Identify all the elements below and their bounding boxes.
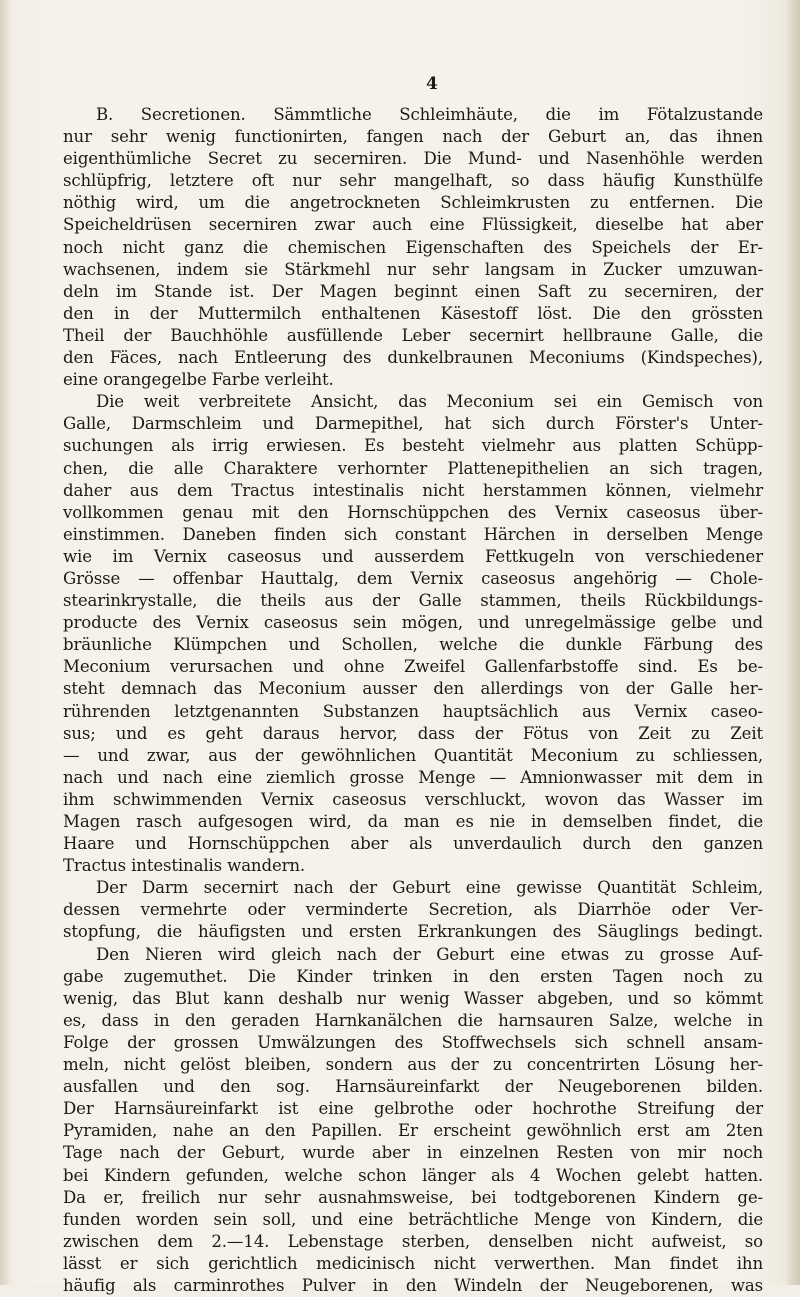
text-line: häufig als carminrothes Pulver in den Windeln der Neugeborenen, was xyxy=(63,1275,763,1295)
text-line: eine orangegelbe Farbe verleiht. xyxy=(63,370,334,390)
text-line: stopfung, die häufigsten und ersten Erkrankungen des Säuglings bedingt. xyxy=(63,922,763,942)
body-text xyxy=(63,104,763,1297)
text-line: sus; und es geht daraus hervor, dass der Fötus von Zeit zu Zeit xyxy=(63,723,763,743)
page-left-edge xyxy=(0,0,10,1285)
text-line: — und zwar, aus der gewöhnlichen Quantität Meconium zu schliessen, xyxy=(63,745,763,765)
text-line: Den Nieren wird gleich nach der Geburt eine etwas zu grosse Auf- xyxy=(96,944,763,964)
text-line: lässt er sich gerichtlich medicinisch nicht verwerthen. Man findet ihn xyxy=(63,1253,763,1273)
text-line: den Fäces, nach Entleerung des dunkelbraunen Meconiums (Kindspeches), xyxy=(63,348,763,368)
text-line: Der Harnsäureinfarkt ist eine gelbrothe oder hochrothe Streifung der xyxy=(63,1099,763,1119)
text-line: dessen vermehrte oder verminderte Secretion, als Diarrhöe oder Ver- xyxy=(63,900,763,920)
text-line: Theil der Bauchhöhle ausfüllende Leber secernirt hellbraune Galle, die xyxy=(63,325,763,345)
text-line: Haare und Hornschüppchen aber als unverdaulich durch den ganzen xyxy=(63,834,763,854)
text-line: funden worden sein soll, und eine beträchtliche Menge von Kindern, die xyxy=(63,1209,763,1229)
text-line: meln, nicht gelöst bleiben, sondern aus der zu concentrirten Lösung her- xyxy=(63,1055,763,1075)
text-line: Die weit verbreitete Ansicht, das Meconium sei ein Gemisch von xyxy=(96,392,763,412)
text-line: wachsenen, indem sie Stärkmehl nur sehr langsam in Zucker umzuwan- xyxy=(63,259,763,279)
text-line: vollkommen genau mit den Hornschüppchen des Vernix caseosus über- xyxy=(63,502,763,522)
text-line: gabe zugemuthet. Die Kinder trinken in den ersten Tagen noch zu xyxy=(63,966,763,986)
text-line: ihm schwimmenden Vernix caseosus verschluckt, wovon das Wasser im xyxy=(63,789,763,809)
text-line: Tage nach der Geburt, wurde aber in einzelnen Resten von mir noch xyxy=(63,1143,763,1163)
text-line: steht demnach das Meconium ausser den allerdings von der Galle her- xyxy=(63,679,763,699)
text-line: producte des Vernix caseosus sein mögen, und unregelmässige gelbe und xyxy=(63,613,763,633)
text-line: deln im Stande ist. Der Magen beginnt einen Saft zu secerniren, der xyxy=(63,281,763,301)
text-line: es, dass in den geraden Harnkanälchen die harnsauren Salze, welche in xyxy=(63,1010,763,1030)
page-right-edge xyxy=(786,0,800,1285)
text-line: daher aus dem Tractus intestinalis nicht herstammen können, vielmehr xyxy=(63,480,763,500)
page-number: 4 xyxy=(426,74,438,94)
text-line: rührenden letztgenannten Substanzen hauptsächlich aus Vernix caseo- xyxy=(63,701,763,721)
text-line: nach und nach eine ziemlich grosse Menge — Amnionwasser mit dem in xyxy=(63,767,763,787)
text-line: eigenthümliche Secret zu secerniren. Die Mund- und Nasenhöhle werden xyxy=(63,149,763,169)
text-line: schlüpfrig, letztere oft nur sehr mangelhaft, so dass häufig Kunsthülfe xyxy=(63,171,763,191)
text-line: Da er, freilich nur sehr ausnahmsweise, bei todtgeborenen Kindern ge- xyxy=(63,1187,763,1207)
text-line: bräunliche Klümpchen und Schollen, welche die dunkle Färbung des xyxy=(63,635,763,655)
text-line: Galle, Darmschleim und Darmepithel, hat sich durch Förster's Unter- xyxy=(63,414,763,434)
text-line: nöthig wird, um die angetrockneten Schleimkrusten zu entfernen. Die xyxy=(63,193,763,213)
text-line: einstimmen. Daneben finden sich constant Härchen in derselben Menge xyxy=(63,524,763,544)
text-line: chen, die alle Charaktere verhornter Plattenepithelien an sich tragen, xyxy=(63,458,763,478)
text-line: Der Darm secernirt nach der Geburt eine gewisse Quantität Schleim, xyxy=(96,878,763,898)
text-line: noch nicht ganz die chemischen Eigenschaften des Speichels der Er- xyxy=(63,237,763,257)
text-line: B. Secretionen. Sämmtliche Schleimhäute, die im Fötalzustande xyxy=(96,105,763,124)
text-line: Tractus intestinalis wandern. xyxy=(63,856,306,876)
text-line: Magen rasch aufgesogen wird, da man es nie in demselben findet, die xyxy=(63,812,763,831)
text-line: ausfallen und den sog. Harnsäureinfarkt der Neugeborenen bilden. xyxy=(63,1077,763,1097)
text-line: bei Kindern gefunden, welche schon länger als 4 Wochen gelebt hatten. xyxy=(63,1165,763,1185)
text-line: wenig, das Blut kann deshalb nur wenig Wasser abgeben, und so kömmt xyxy=(63,988,763,1008)
text-line: Speicheldrüsen secerniren zwar auch eine Flüssigkeit, dieselbe hat aber xyxy=(63,215,763,235)
text-line: den in der Muttermilch enthaltenen Käsestoff löst. Die den grössten xyxy=(63,303,763,323)
text-line: Grösse — offenbar Hauttalg, dem Vernix caseosus angehörig — Chole- xyxy=(63,568,763,588)
text-line: Folge der grossen Umwälzungen des Stoffwechsels sich schnell ansam- xyxy=(63,1032,763,1052)
text-line: suchungen als irrig erwiesen. Es besteht vielmehr aus platten Schüpp- xyxy=(63,436,763,456)
text-line: Pyramiden, nahe an den Papillen. Er erscheint gewöhnlich erst am 2ten xyxy=(63,1121,763,1141)
text-line: zwischen dem 2.—14. Lebenstage sterben, denselben nicht aufweist, so xyxy=(63,1231,763,1251)
text-line: nur sehr wenig functionirten, fangen nach der Geburt an, das ihnen xyxy=(63,127,763,147)
text-line: wie im Vernix caseosus und ausserdem Fettkugeln von verschiedener xyxy=(63,546,763,566)
text-line: stearinkrystalle, die theils aus der Galle stammen, theils Rückbildungs- xyxy=(63,591,763,611)
text-line: Meconium verursachen und ohne Zweifel Gallenfarbstoffe sind. Es be- xyxy=(63,657,763,677)
